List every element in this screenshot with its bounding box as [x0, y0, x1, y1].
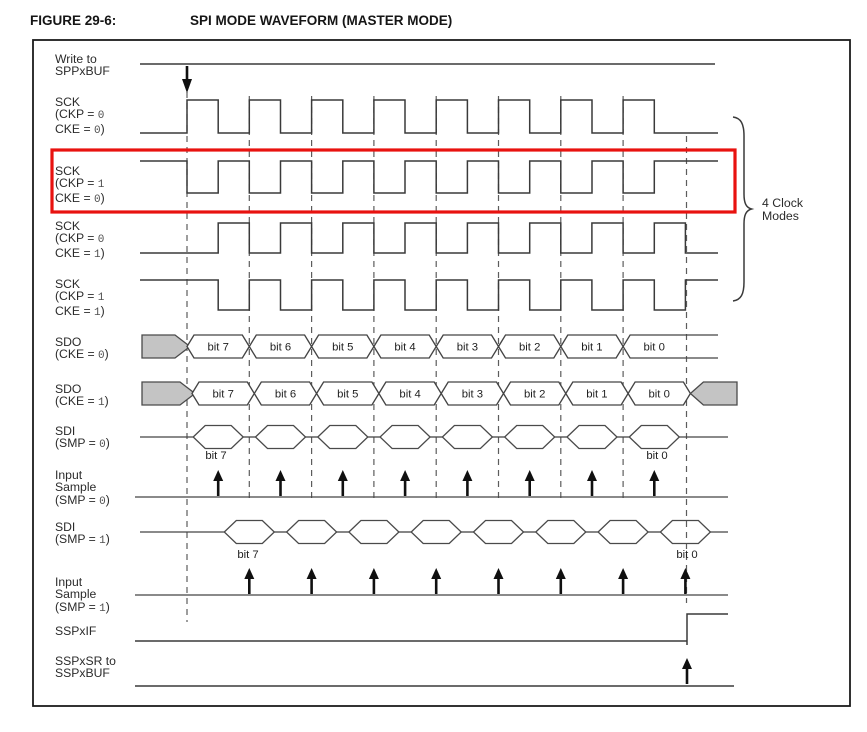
sdi-bit-hexagon	[224, 521, 274, 544]
clock-modes-annotation	[762, 197, 803, 223]
sdo-cke1-bit-label: bit 3	[461, 388, 484, 401]
sdo-cke0-bit-label: bit 0	[643, 341, 665, 354]
label-line: SDO	[55, 382, 82, 396]
input-sample-smp1-arrows	[244, 568, 690, 594]
up-arrow-head	[525, 470, 535, 481]
label-line: CKE = 1)	[55, 303, 105, 319]
sdi-smp1-bus	[140, 521, 728, 544]
sdi-bit-hexagon	[411, 521, 461, 544]
label-line: Sample	[55, 480, 97, 495]
sdi-bit-hexagon	[442, 426, 492, 449]
label-line: Input	[55, 575, 83, 589]
label-line: (CKE = 1)	[55, 394, 109, 410]
label-line: SSPxBUF	[55, 666, 110, 681]
sdi-smp0-last-bit-label: bit 0	[646, 450, 668, 462]
sdi-bit-hexagon	[380, 426, 430, 449]
sdo-cke1-bit-label: bit 5	[337, 388, 359, 401]
figure-border	[33, 40, 850, 706]
sspxsr-transfer-arrow-up-icon	[682, 658, 692, 684]
label-line: (SMP = 1)	[55, 599, 110, 615]
sdo-cke0-bit-label: bit 1	[581, 341, 603, 354]
sdi-smp0-first-bit-label: bit 7	[205, 450, 227, 462]
sdi-smp1-first-bit-label: bit 7	[237, 549, 259, 561]
bus-unknown-gray	[142, 335, 190, 358]
sdi-smp0-bus	[140, 426, 728, 449]
up-arrow-head	[556, 568, 566, 579]
label-sdi-smp1	[55, 521, 110, 548]
highlight-box-sck-ckp1-cke0	[52, 150, 735, 212]
sdo-cke1-bit-label: bit 4	[399, 388, 421, 401]
up-arrow-head	[369, 568, 379, 579]
sdo-cke1-bit-label: bit 2	[524, 388, 546, 401]
label-line: (SMP = 0)	[55, 492, 110, 508]
label-line: SPPxBUF	[55, 64, 110, 79]
label-line: Sample	[55, 587, 97, 602]
sdo-cke0-bit-label: bit 7	[207, 341, 229, 354]
label-sspxif	[55, 625, 96, 637]
label-line: CKE = 0)	[55, 121, 105, 137]
sspxif-line	[135, 614, 728, 645]
label-line: (CKP = 1	[55, 176, 105, 192]
sdi-bit-hexagon	[193, 426, 243, 449]
label-line: SCK	[55, 164, 81, 178]
label-line: SDI	[55, 424, 76, 438]
sdi-bit-hexagon	[598, 521, 648, 544]
label-line: SSPxSR to	[55, 654, 116, 668]
up-arrow-head	[276, 470, 286, 481]
sdi-bit-hexagon	[629, 426, 679, 449]
label-line: (CKE = 0)	[55, 347, 109, 363]
label-sck-ckp0-cke0	[55, 96, 105, 137]
label-sdo-cke1	[55, 383, 109, 410]
sdi-bit-hexagon	[256, 426, 306, 449]
up-arrow-head	[400, 470, 410, 481]
label-sspxsr-to-sspxbuf	[55, 655, 116, 680]
label-line: SCK	[55, 277, 81, 291]
bit-cell-open	[623, 335, 718, 358]
figure-title: SPI MODE WAVEFORM (MASTER MODE)	[190, 13, 453, 28]
label-sdo-cke0	[55, 336, 109, 363]
sdo-cke1-bit-label: bit 7	[212, 388, 234, 401]
label-line: Input	[55, 468, 83, 482]
label-sck-ckp1-cke1	[55, 278, 105, 319]
sdi-bit-hexagon	[474, 521, 524, 544]
up-arrow-head	[649, 470, 659, 481]
sdi-bit-hexagon	[318, 426, 368, 449]
label-line: SDO	[55, 335, 82, 349]
bit-labels	[205, 342, 697, 562]
sdi-bit-hexagon	[287, 521, 337, 544]
sdo-cke0-bit-label: bit 6	[269, 341, 292, 354]
label-line: Write to	[55, 52, 97, 66]
sck-ckp1-cke1-wave	[140, 280, 718, 310]
sdo-cke0-bit-label: bit 4	[394, 341, 416, 354]
up-arrow-head	[587, 470, 597, 481]
sdi-bit-hexagon	[536, 521, 586, 544]
label-line: SCK	[55, 219, 81, 233]
label-write-to-sppxbuf	[55, 53, 110, 78]
label-line: 4 Clock	[762, 196, 804, 210]
label-line: (CKP = 1	[55, 289, 105, 305]
label-line: SCK	[55, 95, 81, 109]
up-arrow-head	[338, 470, 348, 481]
label-line: SSPxIF	[55, 624, 97, 638]
write-strobe-arrow-down-icon	[182, 66, 192, 93]
label-input-sample-smp1	[55, 576, 110, 615]
sdo-cke0-bit-label: bit 3	[456, 341, 479, 354]
sdi-bit-hexagon	[505, 426, 555, 449]
label-sdi-smp0	[55, 425, 110, 452]
label-sck-ckp0-cke1	[55, 220, 105, 261]
up-arrow-head	[431, 568, 441, 579]
up-arrow-head	[213, 470, 223, 481]
sdi-smp1-last-bit-label: bit 0	[676, 549, 698, 561]
sck-ckp1-cke0-wave	[140, 161, 718, 193]
figure-number: FIGURE 29-6:	[30, 13, 117, 28]
sdo-cke0-bit-label: bit 2	[519, 341, 541, 354]
bus-unknown-gray	[690, 382, 737, 405]
label-input-sample-smp0	[55, 469, 110, 508]
sdi-bit-hexagon	[660, 521, 710, 544]
sck-waveforms	[140, 100, 718, 310]
label-line: Modes	[762, 209, 799, 223]
label-line: (CKP = 0	[55, 231, 105, 247]
up-arrow-head	[680, 568, 690, 579]
label-line: CKE = 1)	[55, 245, 105, 261]
sdo-cke1-bit-label: bit 0	[648, 388, 670, 401]
sck-ckp0-cke1-wave	[140, 223, 718, 253]
sdo-cke1-bit-label: bit 1	[586, 388, 608, 401]
up-arrow-head	[462, 470, 472, 481]
up-arrow-head	[682, 658, 692, 669]
up-arrow-head	[494, 568, 504, 579]
up-arrow-head	[618, 568, 628, 579]
label-line: CKE = 0)	[55, 190, 105, 206]
label-line: (SMP = 1)	[55, 532, 110, 548]
sck-ckp0-cke0-wave	[140, 100, 718, 133]
sdo-cke1-bit-label: bit 6	[274, 388, 297, 401]
sdi-bit-hexagon	[567, 426, 617, 449]
down-arrow-head	[182, 79, 192, 93]
up-arrow-head	[244, 568, 254, 579]
up-arrow-head	[307, 568, 317, 579]
label-line: (CKP = 0	[55, 107, 105, 123]
label-line: (SMP = 0)	[55, 436, 110, 452]
sdo-cke0-bit-label: bit 5	[332, 341, 354, 354]
label-line: SDI	[55, 520, 76, 534]
label-sck-ckp1-cke0	[55, 165, 105, 206]
sdi-bit-hexagon	[349, 521, 399, 544]
